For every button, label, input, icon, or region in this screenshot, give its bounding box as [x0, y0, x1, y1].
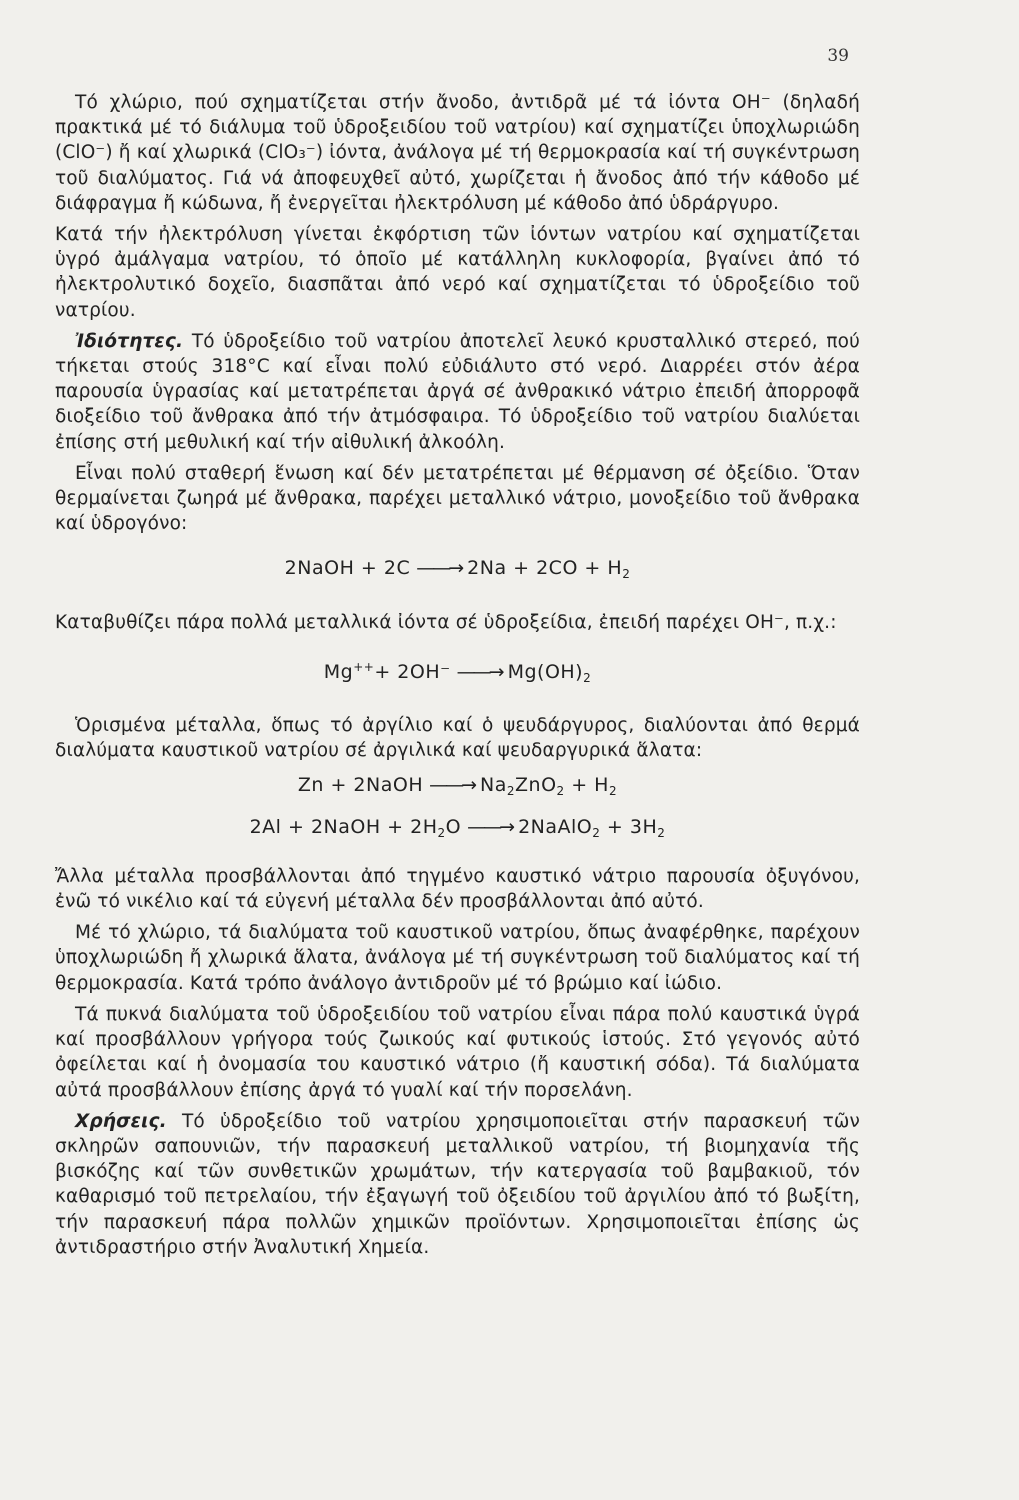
paragraph-stability: Εἶναι πολύ σταθερή ἕνωση καί δέν μετατρέπεται μέ θέρμανση σέ ὀξείδιο. Ὅταν θερμαίνεται ζωηρά μέ ἄνθρακα, παρέχει μεταλλικό νάτριο, μονοξείδιο τοῦ ἄνθρακα καί ὑδρογόνο: — [55, 462, 860, 535]
eq2-ion: Mg — [323, 660, 354, 683]
eq3-sub3: 2 — [608, 784, 618, 799]
eq3-reactants: Zn + 2NaOH — [297, 774, 424, 797]
properties-text: Τό ὑδροξείδιο τοῦ νατρίου ἀποτελεῖ λευκό κρυσταλλικό στερεό, πού τήκεται στούς 318°C καί εἶναι πολύ εὐδιάλυτο στό νερό. Διαρρέει στόν ἀέρα παρουσία ὑγρασίας καί μετατρέπεται ἀργά σέ ἀνθρακικό νάτριο ἐπειδή ἀπορροφᾶ διοξείδιο τοῦ ἄνθρακα ἀπό τήν ἀτμόσφαιρα. Τό ὑδροξείδιο τοῦ νατρίου διαλύεται ἐπίσης στή μεθυλική καί τήν αἰθυλική ἀλκοόλη. — [55, 330, 860, 453]
paragraph-chlorine: Τό χλώριο, πού σχηματίζεται στήν ἄνοδο, ἀντιδρᾶ μέ τά ἰόντα OH⁻ (δηλαδή πρακτικά μέ τό διάλυμα τοῦ ὑδροξειδίου τοῦ νατρίου) καί σχηματίζει ὑποχλωριώδη (ClO⁻) ἤ καί χλωρικά (ClO₃⁻) ἰόντα, ἀνάλογα μέ τή θερμοκρασία καί τή συγκέντρωση τοῦ διαλύματος. Γιά νά ἀποφευχθεῖ αὐτό, χωρίζεται ἡ ἄνοδος ἀπό τήν κάθοδο μέ διάφραγμα ἤ κώδωνα, ἤ ἐνεργεῖται ἠλεκτρόλυση μέ κάθοδο ἀπό ὑδράργυρο. — [55, 92, 860, 214]
uses-text: Τό ὑδροξείδιο τοῦ νατρίου χρησιμοποιεῖται στήν παρασκευή τῶν σκληρῶν σαπουνιῶν, τήν παρασκευή μεταλλικοῦ νατρίου, τή βιομηχανία τῆς βισκόζης καί τῶν συνθετικῶν χρωμάτων, τήν κατεργασία τοῦ βαμβακιοῦ, τόν καθαρισμό τοῦ πετρελαίου, τήν ἐξαγωγή τοῦ ὀξειδίου τοῦ ἀργιλίου ἀπό τό βωξίτη, τήν παρασκευή πάρα πολλῶν χημικῶν προϊόντων. Χρησιμοποιεῖται ἐπίσης ὡς ἀντιδραστήριο στήν Ἀναλυτική Χημεία. — [55, 1110, 860, 1258]
equation-naoh-carbon — [55, 556, 860, 587]
page-number: 39 — [827, 46, 849, 66]
eq4-reactants: 2Al + 2NaOH + 2H — [249, 815, 438, 838]
eq4-sub2: 2 — [657, 825, 666, 840]
eq1-subscript: 2 — [622, 567, 631, 582]
paragraph-electrolysis: Κατά τήν ἠλεκτρόλυση γίνεται ἐκφόρτιση τῶν ἰόντων νατρίου καί σχηματίζεται ὑγρό ἀμάλγαμα νατρίου, τό ὁποῖο μέ κατάλληλη κυκλοφορία, βγαίνει ἀπό τό ἠλεκτρολυτικό δοχεῖο, διασπᾶται ἀπό νερό καί σχηματίζεται τό ὑδροξείδιο τοῦ νατρίου. — [55, 224, 860, 321]
eq3-sub1: 2 — [506, 784, 516, 799]
equation-zinc — [55, 773, 860, 804]
equation-aluminium — [55, 815, 860, 846]
eq4-naalo: 2NaAlO — [518, 815, 593, 838]
eq3-na: Na — [480, 774, 507, 797]
eq2-charge: ++ — [353, 659, 375, 674]
eq4-oxygen: O — [445, 815, 462, 838]
paragraph-properties — [55, 329, 860, 455]
eq4-h: + 3H — [600, 815, 658, 838]
paragraph-metals: Ὁρισμένα μέταλλα, ὅπως τό ἀργίλιο καί ὁ ψευδάργυρος, διαλύονται ἀπό θερμά διαλύματα καυστικοῦ νατρίου σέ ἀργιλικά καί ψευδαργυρικά ἅλατα: — [55, 715, 860, 762]
equation-magnesium — [55, 655, 860, 691]
paragraph-other-metals: Ἄλλα μέταλλα προσβάλλονται ἀπό τηγμένο καυστικό νάτριο παρουσία ὀξυγόνου, ἐνῶ τό νικέλιο καί τά εὐγενή μέταλλα δέν προσβάλλονται ἀπό αὐτό. — [55, 865, 860, 913]
eq2-hydroxide: + 2OH⁻ — [374, 660, 451, 683]
properties-heading: Ἰδιότητες. — [75, 330, 184, 352]
eq3-zno: ZnO — [515, 774, 557, 797]
eq2-subscript: 2 — [583, 670, 592, 685]
eq3-h: + H — [564, 774, 609, 797]
reaction-arrow: ——→ — [467, 815, 513, 838]
uses-heading: Χρήσεις. — [75, 1110, 167, 1132]
eq4-sub-water: 2 — [437, 825, 446, 840]
eq1-reactants: 2NaOH + 2C — [284, 557, 411, 580]
reaction-arrow: ——→ — [416, 557, 462, 580]
paragraph-uses — [55, 1109, 860, 1260]
paragraph-halogens: Μέ τό χλώριο, τά διαλύματα τοῦ καυστικοῦ νατρίου, ὅπως ἀναφέρθηκε, παρέχουν ὑποχλωριώδη ἤ χλωρικά ἅλατα, ἀνάλογα μέ τή συγκέντρωση τοῦ διαλύματος καί τή θερμοκρασία. Κατά τρόπο ἀνάλογο ἀντιδροῦν μέ τό βρώμιο καί ἰώδιο. — [55, 922, 860, 994]
paragraph-caustic: Τά πυκνά διαλύματα τοῦ ὑδροξειδίου τοῦ νατρίου εἶναι πάρα πολύ καυστικά ὑγρά καί προσβάλλουν γρήγορα τούς ζωικούς καί φυτικούς ἱστούς. Στό γεγονός αὐτό ὀφείλεται καί ἡ ὀνομασία του καυστικό νάτριο (ἤ καυστική σόδα). Τά διαλύματα αὐτά προσβάλλουν ἐπίσης ἀργά τό γυαλί καί τήν πορσελάνη. — [55, 1003, 860, 1101]
reaction-arrow: ——→ — [456, 660, 502, 683]
eq4-sub1: 2 — [592, 825, 601, 840]
paragraph-precipitation: Καταβυθίζει πάρα πολλά μεταλλικά ἰόντα σέ ὑδροξείδια, ἐπειδή παρέχει OH⁻, π.χ.: — [55, 611, 837, 633]
body-text — [55, 90, 860, 1266]
reaction-arrow: ——→ — [429, 774, 475, 797]
eq2-product: Mg(OH) — [507, 660, 584, 683]
eq3-sub2: 2 — [556, 784, 565, 799]
eq1-products: 2Na + 2CO + H — [467, 557, 623, 580]
